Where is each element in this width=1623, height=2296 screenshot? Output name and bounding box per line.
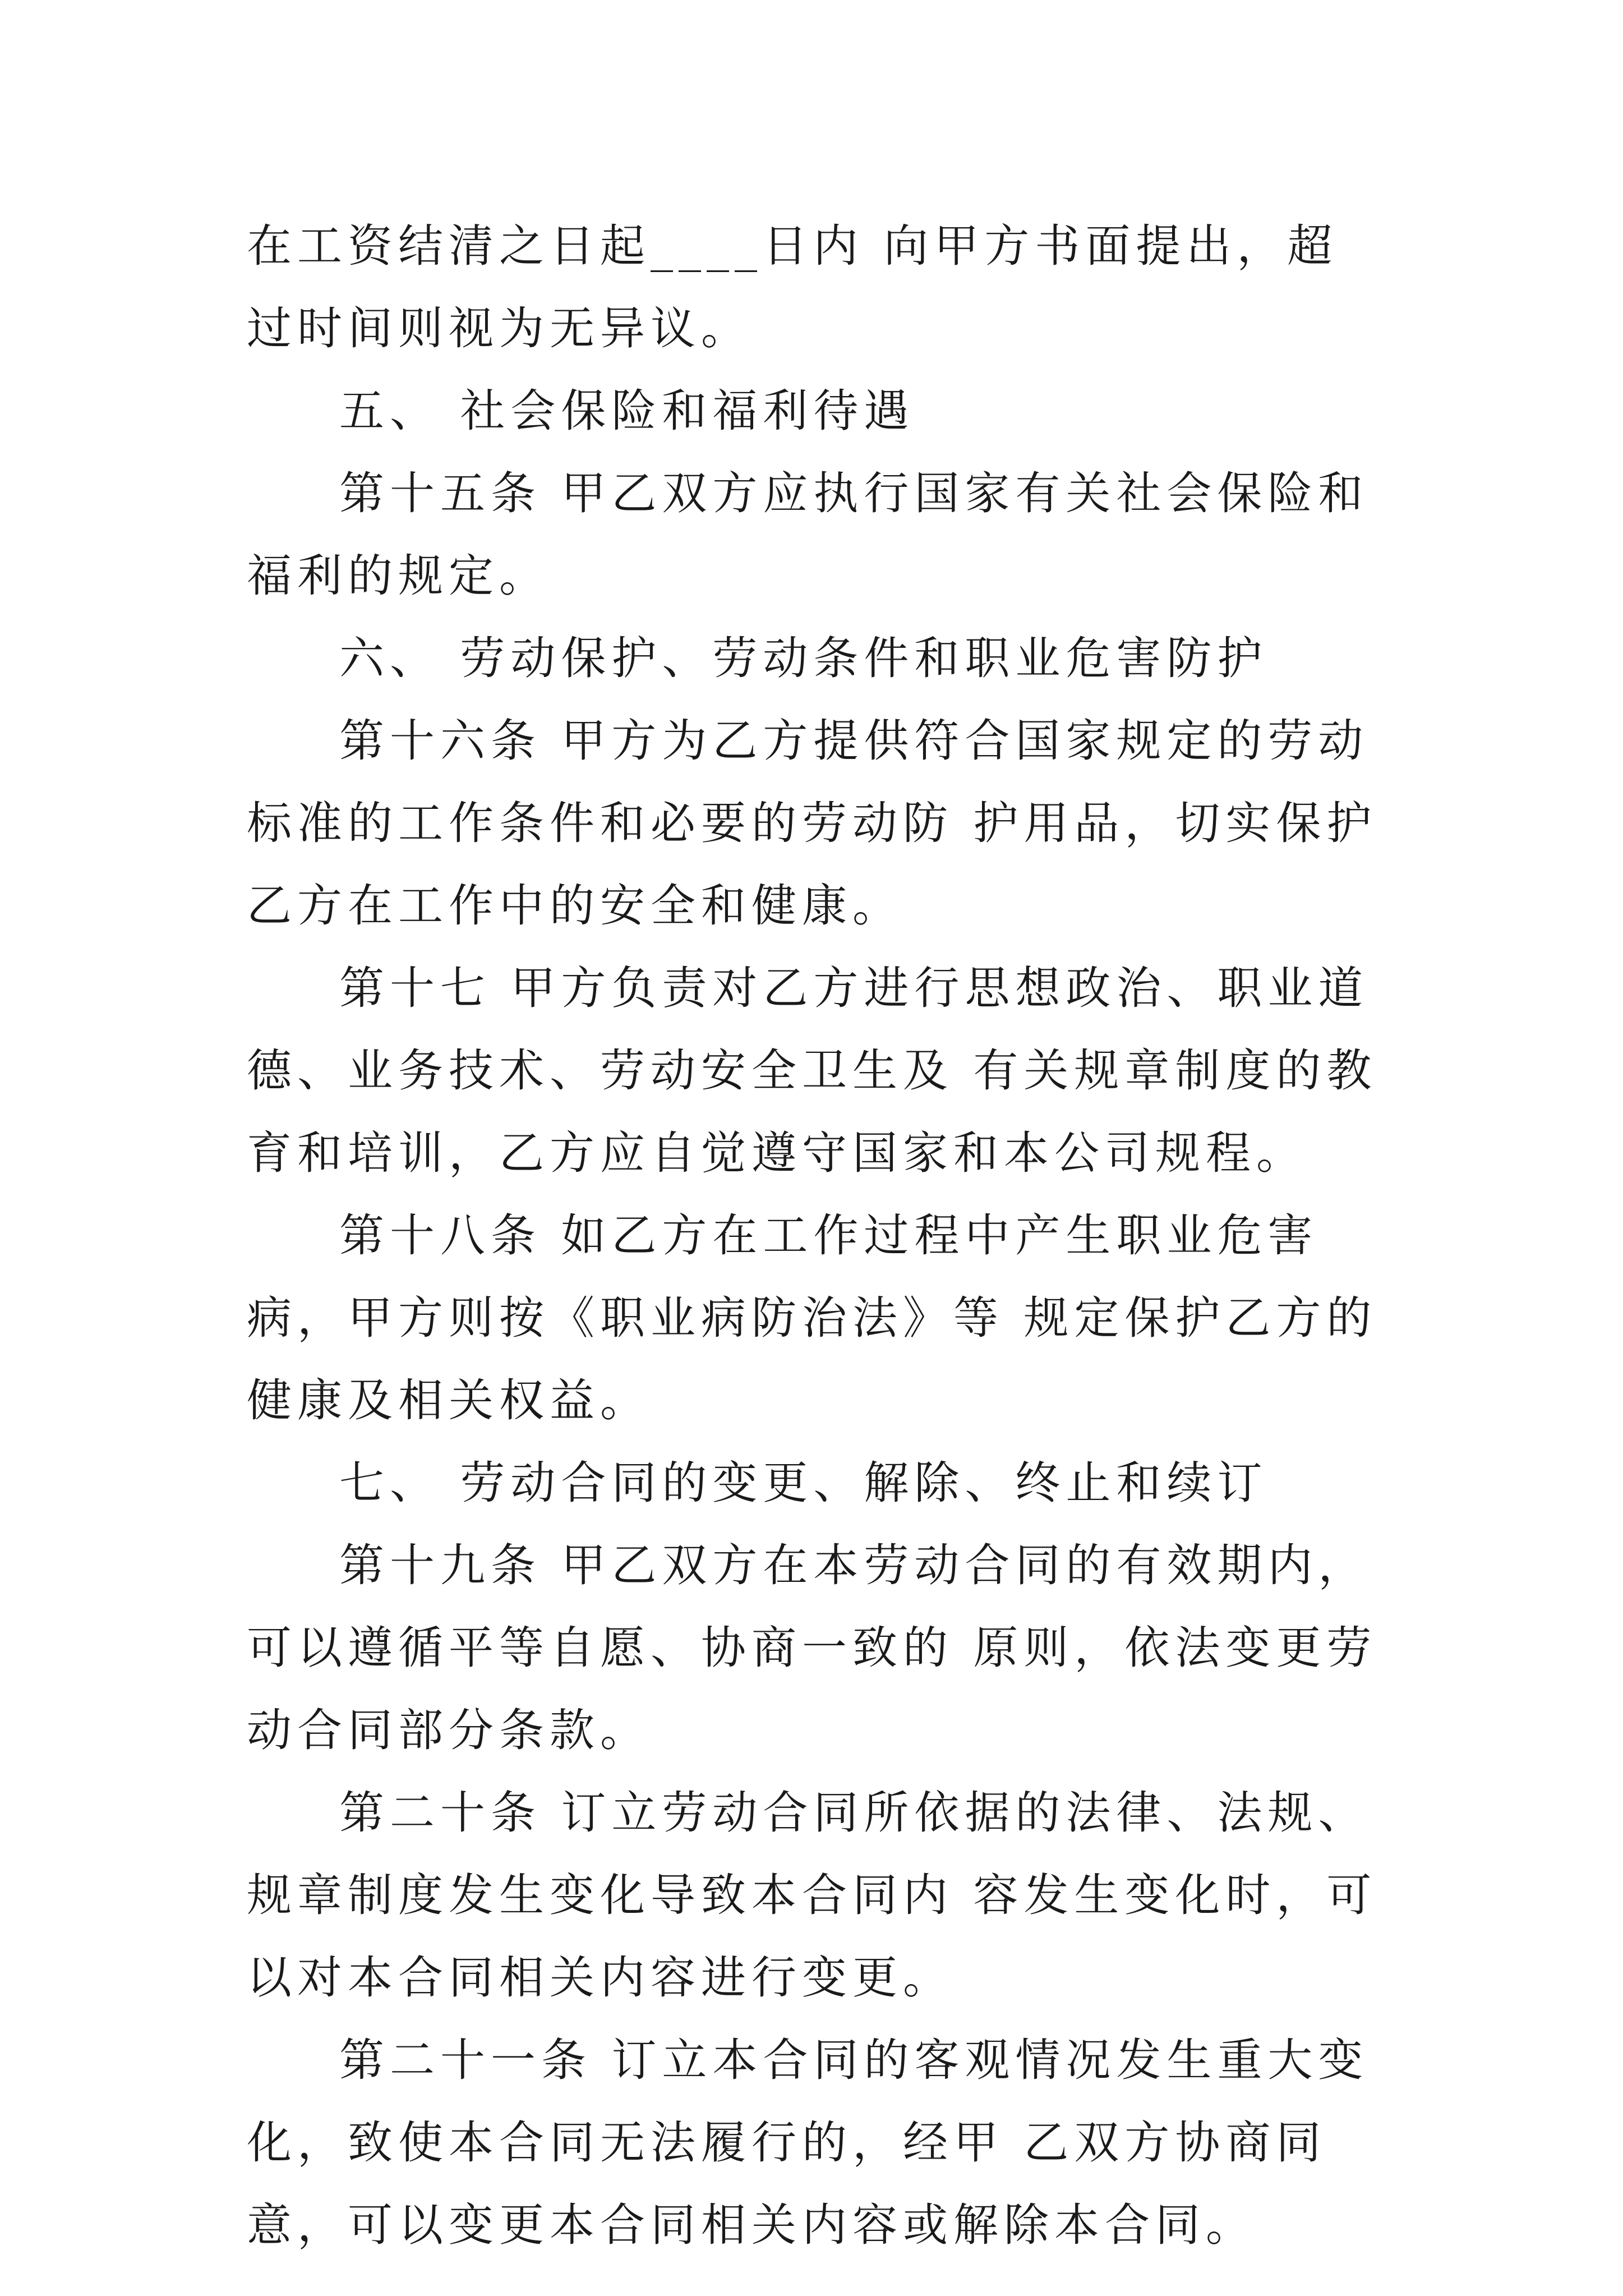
paragraph-wage-objection: 在工资结清之日起____日内 向甲方书面提出，超过时间则视为无异议。 <box>247 220 1338 355</box>
article-19: 第十九条 甲乙双方在本劳动合同的有效期内，可以遵循平等自愿、协商一致的 原则，依法变更劳动合同部分条款。 <box>247 1539 1377 1756</box>
section-heading-contract-changes: 七、 劳动合同的变更、解除、终止和续订 <box>339 1457 1268 1509</box>
article-16: 第十六条 甲方为乙方提供符合国家规定的劳动标准的工作条件和必要的劳动防 护用品，切实保护乙方在工作中的安全和健康。 <box>247 715 1377 932</box>
document-body <box>247 205 1385 2266</box>
section-heading-social-insurance: 五、 社会保险和福利待遇 <box>339 385 915 437</box>
article-18: 第十八条 如乙方在工作过程中产生职业危害病，甲方则按《职业病防治法》等 规定保护乙方的健康及相关权益。 <box>247 1209 1377 1427</box>
section-heading-labor-protection: 六、 劳动保护、劳动条件和职业危害防护 <box>339 632 1268 684</box>
article-17: 第十七 甲方负责对乙方进行思想政治、职业道德、业务技术、劳动安全卫生及 有关规章制度的教育和培训，乙方应自觉遵守国家和本公司规程。 <box>247 962 1377 1179</box>
article-21: 第二十一条 订立本合同的客观情况发生重大变化，致使本合同无法履行的，经甲 乙双方协商同意，可以变更本合同相关内容或解除本合同。 <box>247 2034 1369 2251</box>
article-15: 第十五条 甲乙双方应执行国家有关社会保险和福利的规定。 <box>247 467 1369 602</box>
article-20: 第二十条 订立劳动合同所依据的法律、法规、规章制度发生变化导致本合同内 容发生变化时，可以对本合同相关内容进行变更。 <box>247 1787 1377 2004</box>
